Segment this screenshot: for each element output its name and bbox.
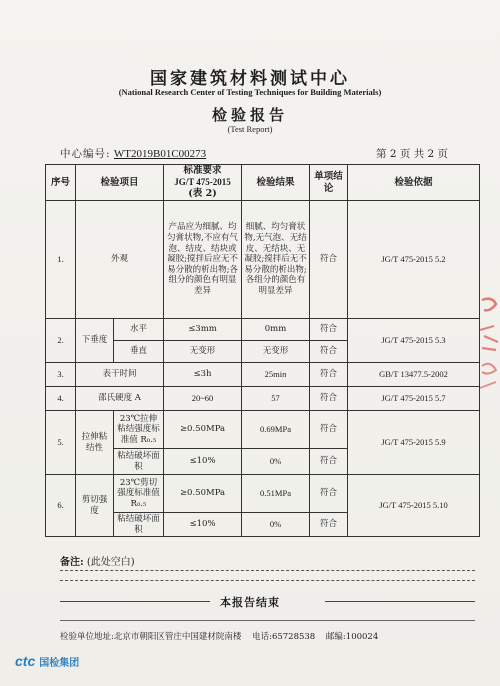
row1-result: 细腻、均匀膏状物,无气泡、无结皮、无结块、无凝胶;搅拌后无不易分散的析出物;各组分的颜色有明显差异 [242,201,310,319]
table-header-row [46,165,480,201]
center-number-value: WT2019B01C00273 [113,148,207,160]
row1-conclusion: 符合 [310,201,348,319]
ctc-logo [15,653,79,669]
row6-con1: 符合 [310,475,348,513]
logo-name: 国检集团 [39,657,80,669]
row5-seq: 5. [46,411,76,475]
row4-conclusion: 符合 [310,387,348,411]
footer-address: 检验单位地址:北京市朝阳区管庄中国建材院南楼 [60,632,242,642]
row3-seq: 3. [46,363,76,387]
row3-item: 表干时间 [76,363,164,387]
row5-res2: 0% [242,449,310,475]
center-number-label: 中心编号: [60,148,111,160]
row5-basis: JG/T 475-2015 5.9 [348,411,480,475]
table-row [46,201,480,319]
table-row [46,411,480,449]
row2-res1: 0mm [242,319,310,341]
logo-mark: ctc [15,653,36,669]
row6-req2: ≤10% [164,513,242,537]
row5-item: 拉伸粘结性 [76,411,114,475]
row4-seq: 4. [46,387,76,411]
end-of-report: 本报告结束 [220,596,280,609]
row1-basis: JG/T 475-2015 5.2 [348,201,480,319]
row2-req2: 无变形 [164,341,242,363]
row5-res1: 0.69MPa [242,411,310,449]
row4-item: 邵氏硬度 A [76,387,164,411]
report-title-en: (Test Report) [227,124,273,134]
row6-item: 剪切强度 [76,475,114,537]
row5-req1: ≥0.50MPa [164,411,242,449]
row6-con2: 符合 [310,513,348,537]
row1-seq: 1. [46,201,76,319]
institution-title-cn: 国家建筑材料测试中心 [150,69,350,89]
center-number [60,146,206,161]
header-conclusion: 单项结论 [310,165,348,201]
divider [60,570,475,571]
row2-sub1: 水平 [114,319,164,341]
divider [60,580,475,581]
row5-con2: 符合 [310,449,348,475]
row3-conclusion: 符合 [310,363,348,387]
divider [325,601,475,602]
header-item: 检验项目 [76,165,164,201]
page-info: 第 2 页 共 2 页 [376,148,449,160]
row5-sub1: 23℃拉伸粘结强度标准值 R₀.₅ [114,411,164,449]
row6-basis: JG/T 475-2015 5.10 [348,475,480,537]
row4-basis: JG/T 475-2015 5.7 [348,387,480,411]
row6-res1: 0.51MPa [242,475,310,513]
table-row [46,475,480,513]
row2-seq: 2. [46,319,76,363]
row5-con1: 符合 [310,411,348,449]
table-row [46,319,480,341]
institution-title-en: (National Research Center of Testing Techniques for Building Materials) [118,87,382,97]
table-row [46,387,480,411]
row2-con1: 符合 [310,319,348,341]
row2-req1: ≤3mm [164,319,242,341]
row4-result: 57 [242,387,310,411]
row2-res2: 无变形 [242,341,310,363]
table-row [46,363,480,387]
remark [60,553,135,568]
row1-item: 外观 [76,201,164,319]
remark-label: 备注: [60,557,84,568]
row5-req2: ≤10% [164,449,242,475]
row2-sub2: 垂直 [114,341,164,363]
row3-requirement: ≤3h [164,363,242,387]
footer-postcode: 邮编:100024 [325,632,379,642]
row2-item: 下垂度 [76,319,114,363]
header-result: 检验结果 [242,165,310,201]
row6-res2: 0% [242,513,310,537]
red-stamp-icon [470,290,500,410]
header-basis: 检验依据 [348,165,480,201]
row6-sub1: 23℃剪切强度标准值 R₀.₅ [114,475,164,513]
footer-phone: 电话:65728538 [252,632,316,642]
row2-con2: 符合 [310,341,348,363]
header-seq: 序号 [46,165,76,201]
footer [60,630,386,642]
header-requirement-line3: (表 2) [188,188,217,200]
divider [60,620,475,621]
row2-basis: JG/T 475-2015 5.3 [348,319,480,363]
test-results-table [45,164,480,537]
row6-req1: ≥0.50MPa [164,475,242,513]
row6-seq: 6. [46,475,76,537]
row3-result: 25min [242,363,310,387]
remark-text: (此处空白) [86,557,135,568]
row5-sub2: 粘结破坏面积 [114,449,164,475]
row1-requirement: 产品应为细腻、均匀膏状物,不应有气泡、结皮、结块或凝胶;搅拌后应无不易分散的析出物;各组分的颜色有明显差异 [164,201,242,319]
row3-basis: GB/T 13477.5-2002 [348,363,480,387]
report-title-cn: 检验报告 [211,106,288,124]
header-requirement-line1: 标准要求 [183,165,222,176]
row6-sub2: 粘结破坏面积 [114,513,164,537]
row4-requirement: 20~60 [164,387,242,411]
header-requirement-line2: JG/T 475-2015 [174,176,231,187]
header-requirement [164,165,242,201]
